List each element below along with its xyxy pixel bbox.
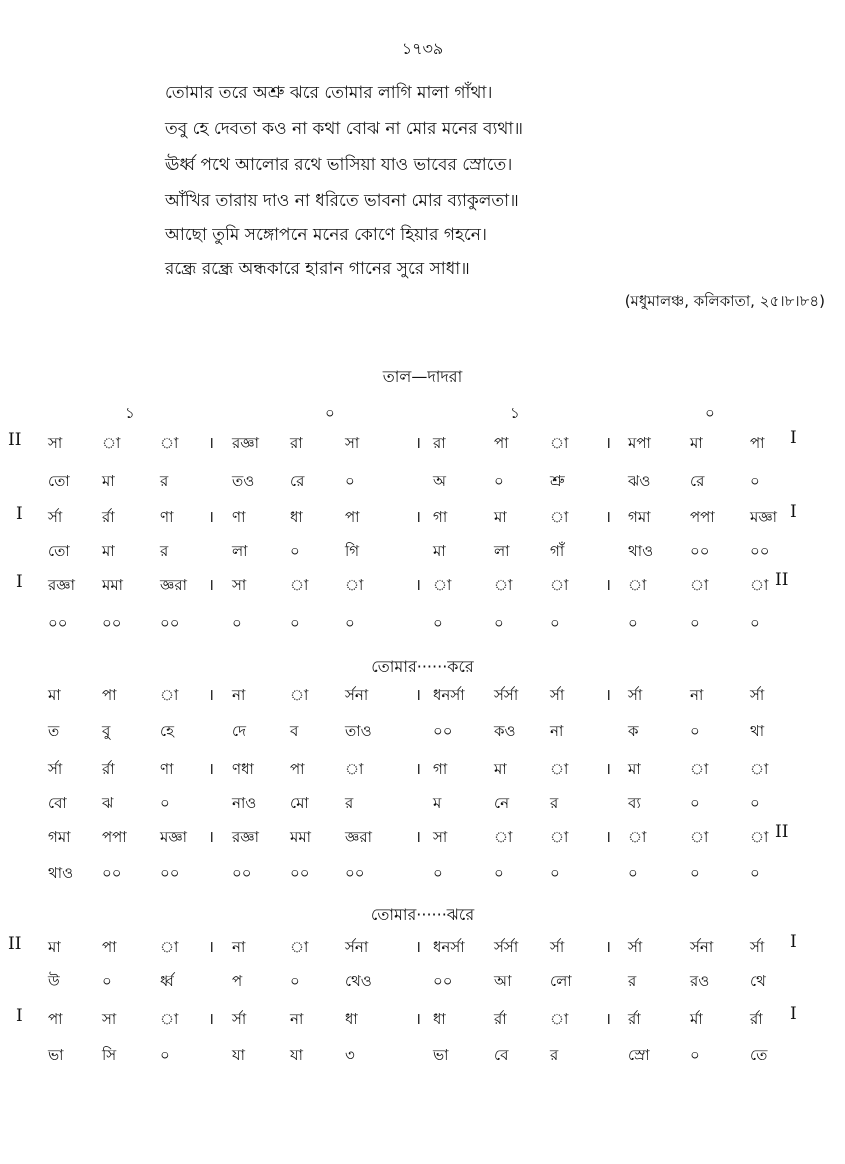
notation-cell: র্রা — [102, 760, 115, 778]
notation-cell: ০ — [345, 472, 355, 490]
measure-separator: । — [605, 507, 612, 526]
notation-cell: ০ — [433, 614, 443, 632]
notation-cell: আ — [494, 972, 512, 990]
notation-cell: রা — [433, 434, 446, 452]
notation-cell: মো — [290, 794, 309, 812]
notation-cell: পা — [494, 434, 509, 452]
notation-cell: গাঁ — [550, 542, 565, 560]
notation-cell: লো — [550, 972, 572, 990]
notation-cell: া — [550, 576, 569, 594]
notation-cell: া — [345, 760, 364, 778]
notation-cell: ০ — [494, 472, 504, 490]
notation-cell: র্সা — [550, 686, 565, 704]
notation-cell: উ — [48, 972, 60, 990]
notation-cell: ক — [628, 722, 639, 740]
notation-cell: থে — [750, 972, 766, 990]
notation-cell: সা — [345, 434, 360, 452]
notation-cell: র্সা — [550, 938, 565, 956]
notation-cell: া — [160, 1010, 179, 1028]
notation-cell: র্সা — [750, 938, 765, 956]
measure-separator: । — [415, 827, 422, 846]
notation-cell: ০ — [160, 794, 170, 812]
notation-cell: সি — [102, 1046, 117, 1064]
poem-line: আছো তুমি সঙ্গোপনে মনের কোণে হিয়ার গহনে। — [165, 225, 487, 245]
notation-cell: া — [494, 576, 513, 594]
notation-cell: না — [232, 686, 246, 704]
notation-cell: রজ্ঞা — [48, 576, 75, 594]
notation-cell: ০০ — [102, 864, 122, 882]
measure-separator: । — [415, 507, 422, 526]
beat-marker: ১ — [510, 404, 520, 422]
poem-line: রন্ধ্রে রন্ধ্রে অন্ধকারে হারান গানের সুরে সাধা॥ — [165, 259, 470, 279]
notation-cell: ০ — [102, 972, 112, 990]
notation-cell: ধা — [433, 1010, 446, 1028]
measure-separator: । — [415, 1009, 422, 1028]
bar-line-start: II — [8, 430, 22, 450]
notation-cell: া — [160, 938, 179, 956]
measure-separator: । — [208, 433, 215, 452]
poem-line: তোমার তরে অশ্রু ঝরে তোমার লাগি মালা গাঁথা। — [165, 83, 493, 103]
notation-cell: ০ — [494, 614, 504, 632]
bar-line-end: I — [790, 932, 797, 952]
notation-cell: া — [750, 760, 769, 778]
notation-cell: া — [102, 434, 121, 452]
measure-separator: । — [605, 575, 612, 594]
notation-cell: লা — [494, 542, 510, 560]
bar-line-start: I — [16, 504, 23, 524]
notation-cell: সা — [232, 576, 247, 594]
notation-cell: মা — [433, 542, 446, 560]
notation-cell: গি — [345, 542, 360, 560]
notation-cell: ০ — [690, 614, 700, 632]
notation-cell: ব্য — [628, 794, 641, 812]
notation-cell: ণা — [160, 760, 174, 778]
notation-cell: ০ — [433, 864, 443, 882]
notation-cell: া — [494, 828, 513, 846]
measure-separator: । — [208, 1009, 215, 1028]
notation-cell: ণা — [160, 508, 174, 526]
notation-cell: রে — [290, 472, 305, 490]
notation-cell: ০০ — [160, 614, 180, 632]
notation-cell: ভা — [433, 1046, 449, 1064]
notation-cell: া — [690, 828, 709, 846]
notation-cell: মজ্ঞা — [750, 508, 778, 526]
notation-cell: া — [690, 760, 709, 778]
notation-cell: ঝ — [102, 794, 114, 812]
notation-cell: র্ধ্ব — [160, 972, 174, 990]
notation-cell: ভা — [48, 1046, 64, 1064]
notation-cell: লা — [232, 542, 248, 560]
notation-cell: ০০ — [160, 864, 180, 882]
bar-line-start: I — [16, 1006, 23, 1026]
notation-cell: র্রা — [102, 508, 115, 526]
notation-cell: া — [160, 686, 179, 704]
notation-cell: জ্ঞরা — [345, 828, 372, 846]
notation-cell: ত — [48, 722, 60, 740]
poem-line: তবু হে দেবতা কও না কথা বোঝ না মোর মনের ব্যথা॥ — [165, 119, 523, 139]
notation-cell: গা — [433, 760, 448, 778]
notation-cell: গমা — [628, 508, 651, 526]
notation-cell: ০ — [290, 972, 300, 990]
notation-cell: মপা — [628, 434, 651, 452]
notation-cell: সা — [48, 434, 63, 452]
notation-cell: র্রা — [628, 1010, 641, 1028]
notation-cell: া — [290, 938, 309, 956]
notation-cell: ০ — [750, 614, 760, 632]
notation-cell: ০ — [628, 864, 638, 882]
notation-cell: রজ্ঞা — [232, 828, 259, 846]
notation-cell: সা — [433, 828, 448, 846]
notation-cell: া — [628, 576, 647, 594]
notation-cell: র্সর্সা — [494, 938, 519, 956]
notation-cell: মা — [102, 542, 115, 560]
notation-cell: ০ — [690, 864, 700, 882]
notation-cell: র্সা — [232, 1010, 247, 1028]
notation-cell: স্রো — [628, 1046, 650, 1064]
notation-cell: ০ — [550, 614, 560, 632]
notation-cell: া — [550, 760, 569, 778]
notation-cell: রও — [690, 972, 710, 990]
notation-cell: ০০ — [750, 542, 770, 560]
notation-cell: তাও — [345, 722, 372, 740]
measure-separator: । — [208, 827, 215, 846]
notation-cell: পা — [102, 938, 117, 956]
notation-cell: ০ — [550, 864, 560, 882]
notation-cell: ০০ — [48, 614, 68, 632]
notation-cell: ম — [433, 794, 442, 812]
notation-cell: ০০ — [232, 864, 252, 882]
notation-cell: া — [290, 576, 309, 594]
notation-cell: র্সা — [48, 760, 63, 778]
notation-cell: পপা — [102, 828, 127, 846]
measure-separator: । — [415, 937, 422, 956]
notation-cell: া — [750, 576, 769, 594]
notation-cell: রে — [690, 472, 705, 490]
notation-cell: তও — [232, 472, 255, 490]
bar-line-start: II — [8, 934, 22, 954]
measure-separator: । — [605, 685, 612, 704]
measure-separator: । — [605, 937, 612, 956]
notation-cell: র্সনা — [690, 938, 714, 956]
notation-cell: ধা — [290, 508, 303, 526]
notation-cell: র — [345, 794, 354, 812]
notation-cell: মা — [690, 434, 703, 452]
beat-marker: ১ — [125, 404, 135, 422]
measure-separator: । — [415, 685, 422, 704]
notation-cell: মা — [494, 760, 507, 778]
notation-cell: থা — [750, 722, 765, 740]
notation-cell: না — [690, 686, 704, 704]
notation-cell: কও — [494, 722, 516, 740]
notation-cell: অ — [433, 472, 446, 490]
notation-cell: ৩ — [345, 1046, 355, 1064]
bar-line-end: I — [790, 428, 797, 448]
notation-cell: থেও — [345, 972, 372, 990]
notation-cell: তো — [48, 542, 70, 560]
beat-marker: ০ — [325, 404, 335, 422]
notation-cell: ০ — [690, 794, 700, 812]
notation-cell: র্সর্সা — [494, 686, 519, 704]
notation-cell: মা — [48, 938, 61, 956]
notation-cell: বু — [102, 722, 111, 740]
section-title: তোমার······করে — [371, 657, 474, 676]
beat-marker: ০ — [705, 404, 715, 422]
notation-cell: দে — [232, 722, 246, 740]
notation-cell: ০ — [494, 864, 504, 882]
bar-line-end: I — [790, 1004, 797, 1024]
notation-cell: া — [750, 828, 769, 846]
source-citation: (মধুমালঞ্চ, কলিকাতা, ২৫।৮।৮৪) — [624, 292, 825, 310]
notation-cell: ০০ — [433, 972, 453, 990]
notation-cell: গমা — [48, 828, 71, 846]
notation-cell: র — [550, 1046, 559, 1064]
measure-separator: । — [208, 575, 215, 594]
notation-cell: জ্ঞরা — [160, 576, 187, 594]
poem-line: ঊর্ধ্ব পথে আলোর রথে ভাসিয়া যাও ভাবের স্রোতে। — [165, 155, 513, 175]
notation-cell: র — [628, 972, 637, 990]
notation-cell: র্সা — [628, 686, 643, 704]
section-title: তোমার······ঝরে — [370, 905, 475, 924]
measure-separator: । — [415, 575, 422, 594]
notation-cell: মজ্ঞা — [160, 828, 188, 846]
notation-cell: ০০ — [102, 614, 122, 632]
notation-cell: া — [345, 576, 364, 594]
notation-cell: পা — [48, 1010, 63, 1028]
notation-cell: ০০ — [690, 542, 710, 560]
measure-separator: । — [605, 827, 612, 846]
poem-line: আঁখির তারায় দাও না ধরিতে ভাবনা মোর ব্যাকুলতা॥ — [165, 191, 519, 211]
notation-cell: পা — [345, 508, 360, 526]
notation-cell: া — [628, 828, 647, 846]
bar-line-end: II — [775, 570, 789, 590]
notation-cell: ০ — [750, 864, 760, 882]
notation-cell: মা — [48, 686, 61, 704]
page-number: ১৭৩৯ — [401, 39, 444, 58]
notation-cell: পা — [102, 686, 117, 704]
notation-cell: া — [290, 686, 309, 704]
notation-cell: রজ্ঞা — [232, 434, 259, 452]
notation-cell: ০ — [290, 614, 300, 632]
measure-separator: । — [208, 507, 215, 526]
notation-cell: ০ — [628, 614, 638, 632]
measure-separator: । — [208, 937, 215, 956]
measure-separator: । — [605, 759, 612, 778]
notation-cell: ঝও — [628, 472, 651, 490]
notation-cell: রা — [290, 434, 303, 452]
notation-cell: না — [232, 938, 246, 956]
notation-cell: ০ — [690, 722, 700, 740]
notation-cell: ব — [290, 722, 299, 740]
notation-cell: হে — [160, 722, 174, 740]
notation-cell: মা — [102, 472, 115, 490]
notation-cell: র্সা — [750, 686, 765, 704]
measure-separator: । — [415, 759, 422, 778]
notation-cell: র — [160, 542, 169, 560]
notation-cell: যা — [290, 1046, 303, 1064]
measure-separator: । — [605, 1009, 612, 1028]
notation-cell: পা — [750, 434, 765, 452]
notation-cell: নাও — [232, 794, 257, 812]
notation-cell: ০ — [232, 614, 242, 632]
notation-cell: যা — [232, 1046, 245, 1064]
notation-cell: র্সা — [48, 508, 63, 526]
tala-title: তাল—দাদরা — [382, 367, 463, 386]
notation-cell: থাও — [628, 542, 654, 560]
notation-cell: ০ — [750, 794, 760, 812]
notation-cell: গা — [433, 508, 448, 526]
bar-line-end: I — [790, 502, 797, 522]
notation-cell: ধা — [345, 1010, 358, 1028]
measure-separator: । — [605, 433, 612, 452]
notation-cell: া — [690, 576, 709, 594]
notation-cell: ০ — [345, 614, 355, 632]
notation-cell: থাও — [48, 864, 74, 882]
notation-cell: বো — [48, 794, 67, 812]
notation-cell: া — [550, 828, 569, 846]
notation-cell: র্রা — [750, 1010, 763, 1028]
notation-cell: ০০ — [290, 864, 310, 882]
notation-cell: ০ — [160, 1046, 170, 1064]
notation-cell: া — [433, 576, 452, 594]
bar-line-end: II — [775, 822, 789, 842]
notation-cell: র্মা — [690, 1010, 703, 1028]
notation-cell: মা — [628, 760, 641, 778]
notation-cell: ণা — [232, 508, 246, 526]
notation-cell: তে — [750, 1046, 768, 1064]
notation-cell: মা — [494, 508, 507, 526]
notation-cell: ধনর্সা — [433, 938, 465, 956]
notation-cell: ০ — [750, 472, 760, 490]
notation-cell: মমা — [290, 828, 312, 846]
notation-cell: পপা — [690, 508, 715, 526]
notation-cell: ০০ — [345, 864, 365, 882]
measure-separator: । — [208, 685, 215, 704]
notation-cell: পা — [290, 760, 305, 778]
notation-cell: ০০ — [433, 722, 453, 740]
notation-cell: া — [550, 1010, 569, 1028]
notation-cell: প — [232, 972, 243, 990]
notation-cell: র — [550, 794, 559, 812]
notation-cell: র্সা — [628, 938, 643, 956]
notation-cell: ণধা — [232, 760, 254, 778]
notation-cell: ০ — [290, 542, 300, 560]
notation-cell: বে — [494, 1046, 509, 1064]
notation-cell: মমা — [102, 576, 124, 594]
notation-cell: ০ — [690, 1046, 700, 1064]
measure-separator: । — [415, 433, 422, 452]
notation-cell: ধনর্সা — [433, 686, 465, 704]
notation-cell: া — [160, 434, 179, 452]
notation-cell: নে — [494, 794, 510, 812]
bar-line-start: I — [16, 572, 23, 592]
notation-cell: না — [290, 1010, 304, 1028]
notation-cell: া — [550, 508, 569, 526]
notation-cell: র্সনা — [345, 938, 369, 956]
measure-separator: । — [208, 759, 215, 778]
notation-cell: র্সনা — [345, 686, 369, 704]
notation-cell: া — [550, 434, 569, 452]
notation-cell: তো — [48, 472, 70, 490]
notation-cell: র — [160, 472, 169, 490]
notation-cell: শ্রু — [550, 472, 565, 490]
notation-cell: না — [550, 722, 564, 740]
notation-cell: সা — [102, 1010, 117, 1028]
notation-cell: র্রা — [494, 1010, 507, 1028]
